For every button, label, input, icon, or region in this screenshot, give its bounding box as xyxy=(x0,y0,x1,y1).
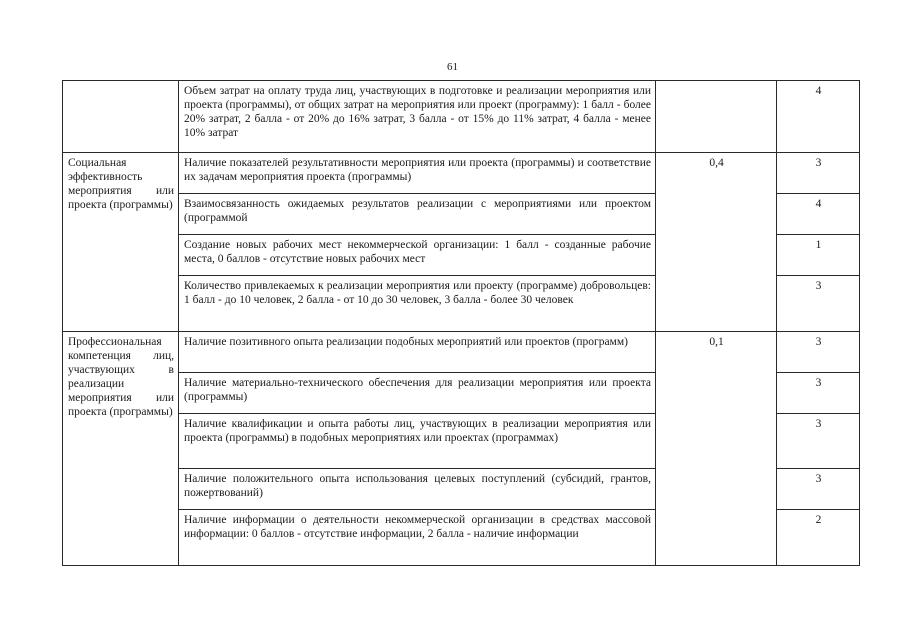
score-cell: 3 xyxy=(777,373,860,414)
group-cell-social-effectiveness: Социальная эффективность мероприятия или проекта (программы) xyxy=(63,153,179,332)
weight-cell: 0,1 xyxy=(656,332,777,566)
indicator-cell: Взаимосвязанность ожидаемых результатов реализации с мероприятиями или проектом (программой xyxy=(179,194,656,235)
indicator-cell: Количество привлекаемых к реализации мероприятия или проекту (программе) добровольцев: 1 балл - до 10 человек, 2 балла - от 10 до 30 человек, 3 балла - более 30 человек xyxy=(179,276,656,332)
score-cell: 4 xyxy=(777,81,860,153)
indicator-cell: Создание новых рабочих мест некоммерческой организации: 1 балл - созданные рабочие места, 0 баллов - отсутствие новых рабочих мест xyxy=(179,235,656,276)
weight-cell xyxy=(656,81,777,153)
table-row xyxy=(63,81,860,153)
score-cell: 3 xyxy=(777,153,860,194)
score-cell: 3 xyxy=(777,332,860,373)
criteria-table xyxy=(62,80,860,566)
indicator-cell: Наличие информации о деятельности некоммерческой организации в средствах массовой информации: 0 баллов - отсутствие информации, 2 балла - наличие информации xyxy=(179,510,656,566)
score-cell: 1 xyxy=(777,235,860,276)
weight-cell: 0,4 xyxy=(656,153,777,332)
indicator-cell: Наличие квалификации и опыта работы лиц, участвующих в реализации мероприятия или проекта (программы) в подобных мероприятиях или проектах (программах) xyxy=(179,414,656,469)
score-cell: 3 xyxy=(777,414,860,469)
score-cell: 3 xyxy=(777,276,860,332)
score-cell: 2 xyxy=(777,510,860,566)
indicator-cell: Наличие материально-технического обеспечения для реализации мероприятия или проекта (программы) xyxy=(179,373,656,414)
table-row xyxy=(63,332,860,373)
score-cell: 4 xyxy=(777,194,860,235)
group-cell-professional-competence: Профессиональная компетенция лиц, участвующих в реализации мероприятия или проекта (программы) xyxy=(63,332,179,566)
score-cell: 3 xyxy=(777,469,860,510)
indicator-cell: Наличие положительного опыта использования целевых поступлений (субсидий, грантов, пожертвований) xyxy=(179,469,656,510)
indicator-cell: Объем затрат на оплату труда лиц, участвующих в подготовке и реализации мероприятия или проекта (программы), от общих затрат на мероприятия или проект (программу): 1 балл - более 20% затрат, 2 балла - от 20% до 16% затрат, 3 балла - от 15% до 11% затрат, 4 балла - менее 10% затрат xyxy=(179,81,656,153)
indicator-cell: Наличие показателей результативности мероприятия или проекта (программы) и соответствие их задачам мероприятия проекта (программы) xyxy=(179,153,656,194)
table-row xyxy=(63,153,860,194)
group-cell-continued xyxy=(63,81,179,153)
indicator-cell: Наличие позитивного опыта реализации подобных мероприятий или проектов (программ) xyxy=(179,332,656,373)
page-number: 61 xyxy=(447,61,458,73)
